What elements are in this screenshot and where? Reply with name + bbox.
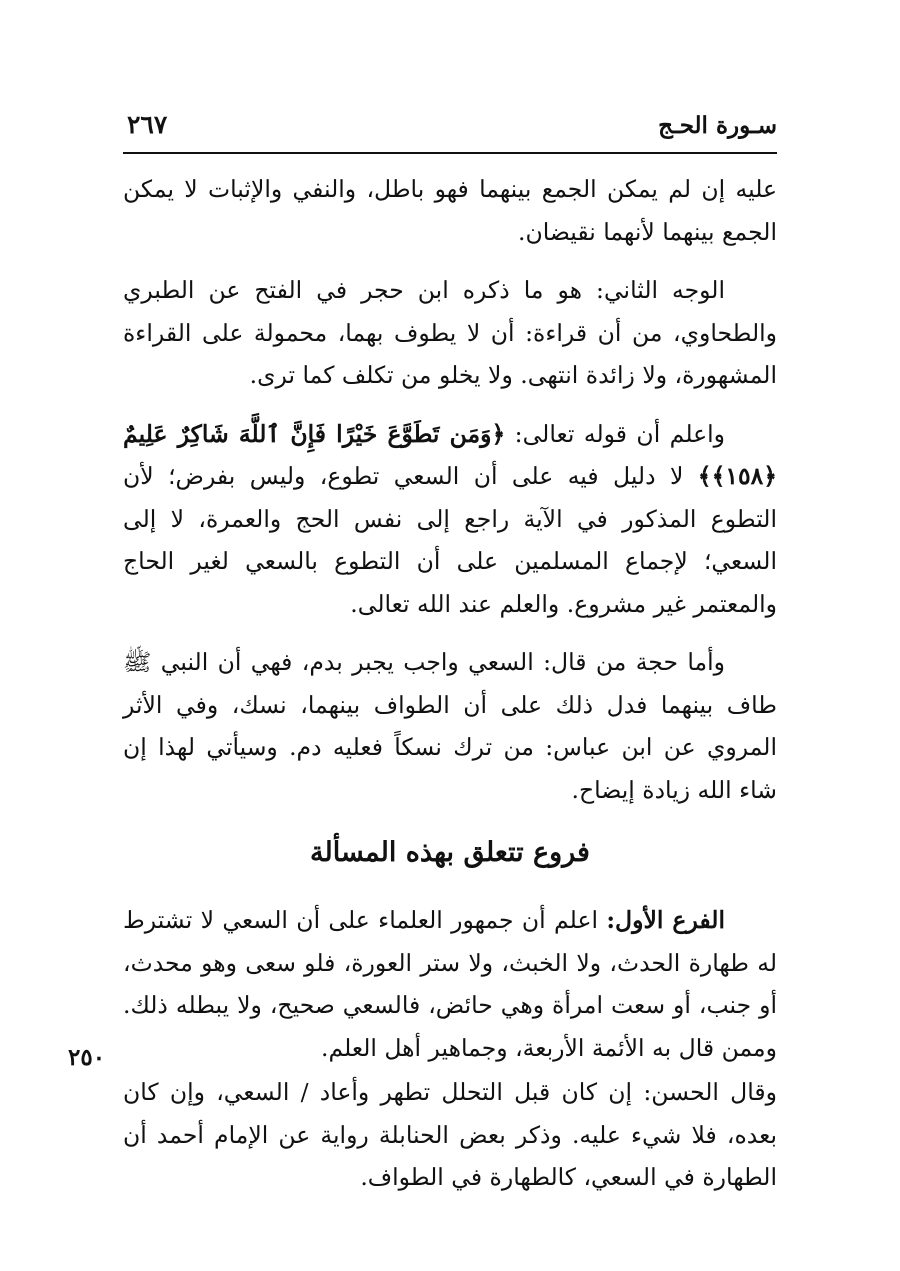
running-title: سـورة الحـج [658,112,777,139]
quran-verse: ﴿وَمَن تَطَوَّعَ خَيْرًا فَإِنَّ ٱللَّهَ شَاكِرٌ عَلِيمٌ ﴿١٥٨﴾﴾ [123,419,777,490]
paragraph-continuation: عليه إن لم يمكن الجمع بينهما فهو باطل، والنفي والإثبات لا يمكن الجمع بينهما لأنهما نقيضان. [123,175,777,246]
page-number: ٢٦٧ [127,110,168,139]
section-heading: فروع تتعلق بهذه المسألة [310,837,590,868]
branch-text: اعلم أن جمهور العلماء على أن السعي لا تشترط له طهارة الحدث، ولا الخبث، ولا ستر العورة، فلو سعى وهو محدث، أو جنب، أو سعت امرأة وهي حائض، فالسعي صحيح، ولا يبطله ذلك. وممن قال به الأئمة الأربعة، وجماهير أهل العلم. [123,906,777,1062]
paragraph-wajib-argument: وأما حجة من قال: السعي واجب يجبر بدم، فهي أن النبي ﷺ طاف بينهما فدل ذلك على أن الطواف بينهما، نسك، وفي الأثر المروي عن ابن عباس: من ترك نسكاً فعليه دم. وسيأتي لهذا إن شاء الله زيادة إيضاح. [123,648,777,804]
paragraph-verse-discussion [123,413,777,626]
branch-label: الفرع الأول: [606,906,725,934]
paragraph-second-aspect: الوجه الثاني: هو ما ذكره ابن حجر في الفتح عن الطبري والطحاوي، من أن قراءة: أن لا يطوف بهما، محمولة على القراءة المشهورة، ولا زائدة انتهى. ولا يخلو من تكلف كما ترى. [123,276,777,389]
page-body [123,168,777,1215]
paragraph-first-branch [123,899,777,1069]
paragraph-hasan-opinion: وقال الحسن: إن كان قبل التحلل تطهر وأعاد / السعي، وإن كان بعده، فلا شيء عليه. وذكر بعض الحنابلة رواية عن الإمام أحمد أن الطهارة في السعي، كالطهارة في الطواف. [123,1078,777,1191]
verse-intro-text: واعلم أن قوله تعالى: [505,419,725,448]
page-header [123,108,777,154]
verse-commentary-text: لا دليل فيه على أن السعي تطوع، وليس بفرض؛ لأن التطوع المذكور في الآية راجع إلى نفس الحج والعمرة، لا إلى السعي؛ لإجماع المسلمين على أن التطوع بالسعي لغير الحاج والمعتمر غير مشروع. والعلم عند الله تعالى. [123,462,777,618]
margin-reference-number: ٢٥٠ [68,1044,106,1071]
